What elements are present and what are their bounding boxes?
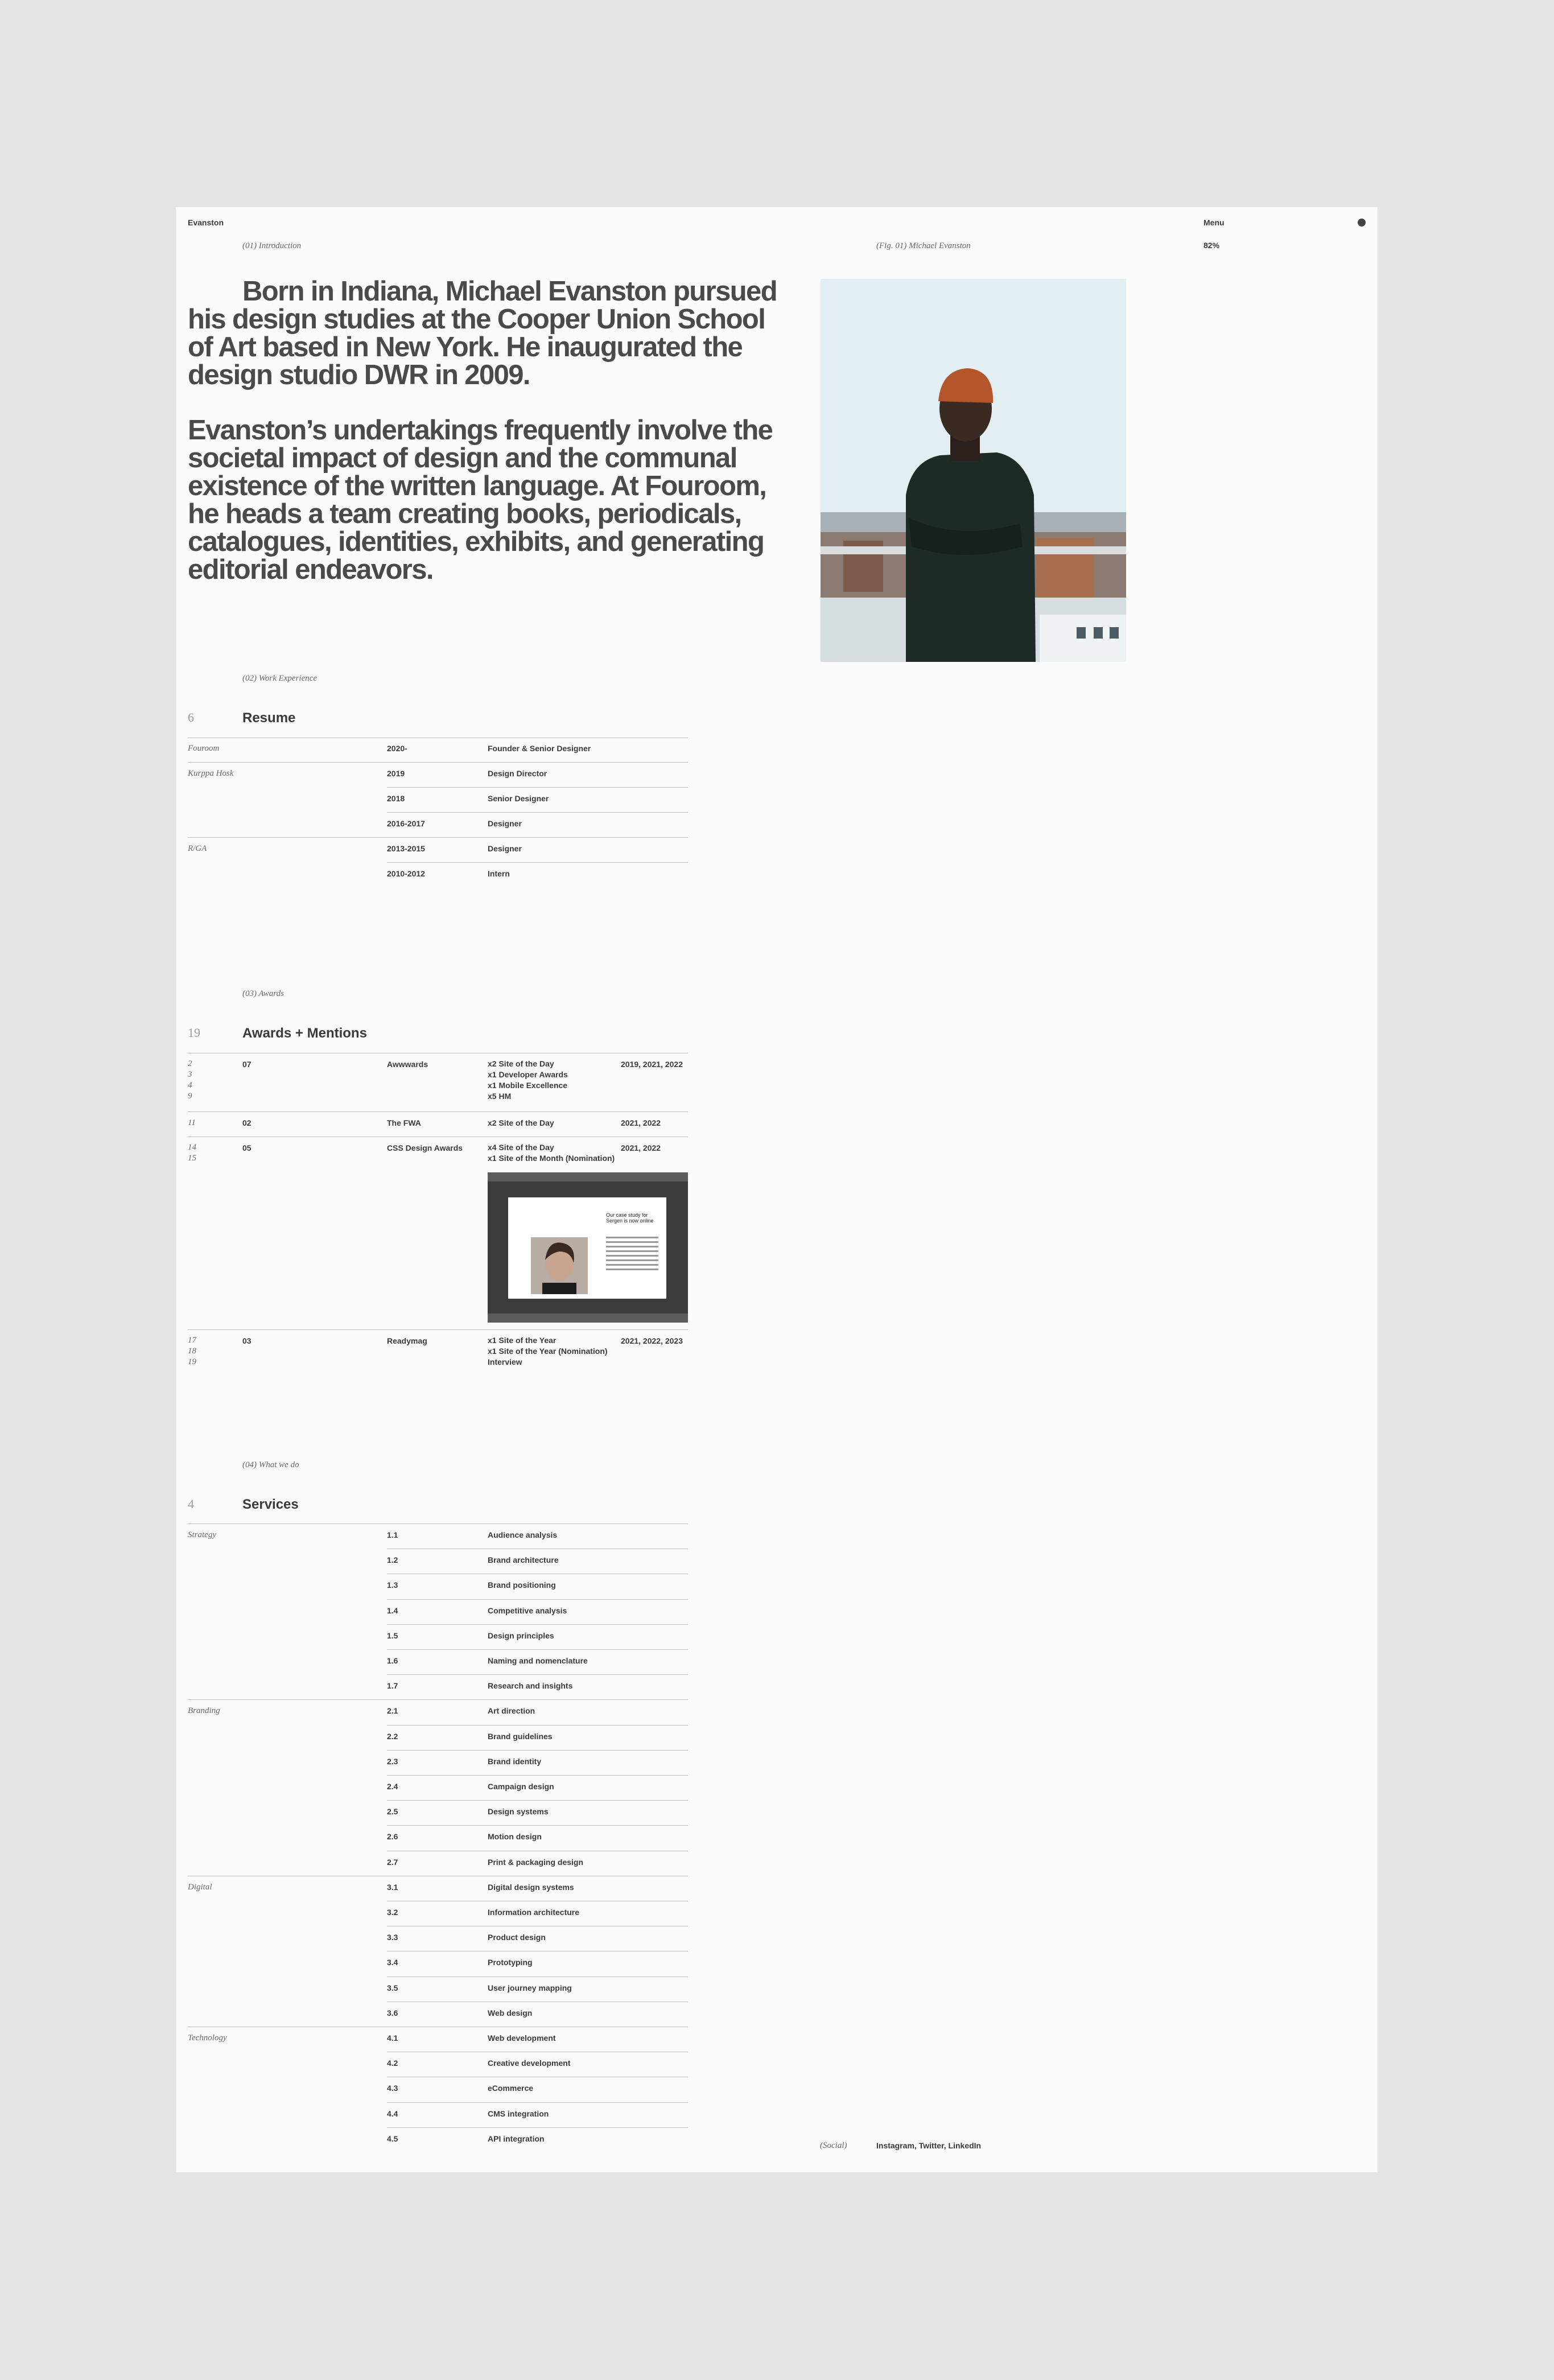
section-label-awards: (03) Awards [242,989,284,998]
service-name: eCommerce [488,2083,534,2093]
service-name: Campaign design [488,1782,554,1791]
award-org: Readymag [387,1336,427,1345]
service-name: Brand positioning [488,1580,556,1590]
service-name: Research and insights [488,1681,573,1690]
service-divider [387,2102,688,2103]
service-divider [387,1825,688,1826]
resume-role: Intern [488,869,510,878]
resume-year: 2018 [387,794,405,803]
intro-paragraph-1: Born in Indiana, Michael Evanston pursued his design studies at the Cooper Union School of Art based in New York. He inaugurated the design studio DWR in 2009. [188,276,777,390]
figure-label: (Fig. 01) Michael Evanston [876,241,971,250]
service-group-name: Branding [188,1706,220,1715]
service-number: 4.5 [387,2134,398,2143]
service-number: 2.7 [387,1858,398,1867]
service-divider [387,1649,688,1650]
award-years: 2021, 2022 [621,1143,661,1152]
service-name: API integration [488,2134,545,2143]
award-count: 07 [242,1060,252,1069]
resume-role: Design Director [488,769,547,778]
service-number: 3.5 [387,1983,398,1992]
service-number: 4.3 [387,2083,398,2093]
resume-title: Resume [242,710,296,726]
award-years: 2021, 2022 [621,1118,661,1127]
section-label-services: (04) What we do [242,1460,299,1469]
services-title: Services [242,1497,299,1512]
section-label-intro: (01) Introduction [242,241,302,250]
resume-role: Senior Designer [488,794,549,803]
service-number: 2.2 [387,1732,398,1741]
service-number: 2.5 [387,1807,398,1816]
service-group-name: Technology [188,2033,227,2043]
portrait-photo [821,279,1126,662]
service-name: Print & packaging design [488,1858,584,1867]
service-number: 2.4 [387,1782,398,1791]
service-divider [387,2127,688,2128]
service-divider [387,1674,688,1675]
service-divider [387,1624,688,1625]
service-number: 1.2 [387,1555,398,1564]
award-count: 02 [242,1118,252,1127]
award-items: x2 Site of the Day [488,1118,554,1127]
service-name: Naming and nomenclature [488,1656,588,1665]
scroll-progress: 82% [1203,241,1220,250]
service-name: Design principles [488,1631,554,1640]
award-screenshot[interactable] [488,1172,688,1323]
resume-count: 6 [188,710,194,724]
service-divider [387,1725,688,1726]
service-name: Web design [488,2008,533,2017]
service-number: 3.1 [387,1883,398,1892]
resume-company: Fouroom [188,744,220,753]
service-number: 2.3 [387,1757,398,1766]
service-number: 3.4 [387,1958,398,1967]
resume-year: 2019 [387,769,405,778]
service-group-name: Digital [188,1883,212,1892]
service-name: Creative development [488,2058,571,2068]
service-number: 4.1 [387,2033,398,2043]
resume-role: Founder & Senior Designer [488,744,591,753]
service-divider [387,1775,688,1776]
menu-button[interactable]: Menu [1203,218,1225,227]
award-org: CSS Design Awards [387,1143,463,1152]
service-number: 2.1 [387,1706,398,1715]
service-name: Motion design [488,1832,542,1841]
service-name: Art direction [488,1706,535,1715]
resume-year: 2010-2012 [387,869,425,878]
award-refs: 17 18 19 [188,1336,196,1366]
resume-company: Kurppa Hosk [188,769,234,778]
service-divider [188,1699,688,1700]
service-divider [387,1599,688,1600]
service-name: Prototyping [488,1958,533,1967]
service-name: Design systems [488,1807,549,1816]
service-name: CMS integration [488,2109,549,2118]
resume-year: 2020- [387,744,407,753]
social-label: (Social) [820,2141,847,2150]
service-divider [387,1750,688,1751]
resume-role: Designer [488,819,522,828]
award-refs: 2 3 4 9 [188,1059,192,1101]
award-count: 05 [242,1143,252,1152]
status-dot-icon [1358,219,1366,227]
award-refs: 11 [188,1118,196,1127]
awards-title: Awards + Mentions [242,1026,367,1041]
service-divider [188,1523,688,1524]
screenshot-headline: Our case study for Sergen is now online [606,1212,654,1224]
section-label-work: (02) Work Experience [242,674,318,683]
award-org: Awwwards [387,1060,428,1069]
service-group-name: Strategy [188,1530,216,1539]
service-name: Web development [488,2033,556,2043]
service-divider [387,1800,688,1801]
service-name: Audience analysis [488,1530,558,1539]
resume-year: 2016-2017 [387,819,425,828]
service-number: 3.3 [387,1933,398,1942]
service-name: Brand identity [488,1757,542,1766]
page [176,207,1378,2172]
brand-logo[interactable]: Evanston [188,218,224,227]
service-number: 1.5 [387,1631,398,1640]
service-name: Brand architecture [488,1555,559,1564]
service-number: 3.6 [387,2008,398,2017]
award-count: 03 [242,1336,252,1345]
award-refs: 14 15 [188,1143,196,1163]
award-items: x2 Site of the Day x1 Developer Awards x1 Mobile Excellence x5 HM [488,1059,568,1101]
service-name: Competitive analysis [488,1606,567,1615]
service-number: 4.2 [387,2058,398,2068]
services-count: 4 [188,1497,194,1511]
service-number: 1.6 [387,1656,398,1665]
intro-paragraph-2: Evanston’s undertakings frequently involve the societal impact of design and the communal existence of the written language. At Fouroom, he heads a team creating books, periodicals, catalogues, identities, exhibits, and generating editorial endeavors. [188,415,773,585]
awards-count: 19 [188,1026,200,1040]
award-items: x4 Site of the Day x1 Site of the Month (Nomination) [488,1143,615,1163]
award-org: The FWA [387,1118,421,1127]
service-number: 1.3 [387,1580,398,1590]
service-name: Information architecture [488,1908,580,1917]
service-number: 1.1 [387,1530,398,1539]
award-years: 2021, 2022, 2023 [621,1336,683,1345]
resume-role: Designer [488,844,522,853]
service-name: User journey mapping [488,1983,572,1992]
award-items: x1 Site of the Year x1 Site of the Year (Nomination) Interview [488,1336,608,1366]
social-links[interactable]: Instagram, Twitter, LinkedIn [876,2141,982,2150]
service-number: 1.7 [387,1681,398,1690]
award-years: 2019, 2021, 2022 [621,1060,683,1069]
service-name: Brand guidelines [488,1732,553,1741]
service-number: 4.4 [387,2109,398,2118]
service-name: Product design [488,1933,546,1942]
resume-year: 2013-2015 [387,844,425,853]
service-number: 3.2 [387,1908,398,1917]
service-name: Digital design systems [488,1883,574,1892]
service-number: 1.4 [387,1606,398,1615]
service-number: 2.6 [387,1832,398,1841]
resume-company: R/GA [188,844,207,853]
